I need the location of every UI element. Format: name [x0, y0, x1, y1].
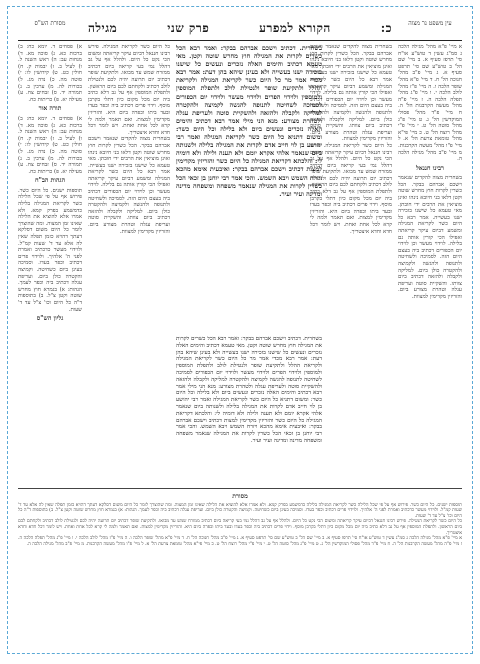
rashi-text-continued: כל היום כשר לקריאת המגילה. פירש רבינו חננאל דביום עיקר קריאתה ומשום הכי נקט כל היום. ולהלל אף על גב דהלל נמי בעי קריאה ביום דכתיב ממזרח שמש עד מבואו. ולתקיעת שופר דכתיב יום תרועה יהיה לכם ולנטילת לולב דכתיב ולקחתם לכם ביום הראשון. ולתפלת המוספין אף על גב דלא כתיב ביה יום מכל מקום כיון דתלי בקרבן מוסף. וידוי פרים דכתיב ביה וכפר בעדו ובעד ביתו וכפרה ביום היא. והזריזין מקדימין למצות. ואם תאמר ולמה לי קרא לכל אחת ואחת. ויש לומר דכל חדא וחדא איצטריך.	[310, 142, 392, 235]
ein-mishpat-label: עין משפט נר מצוה	[408, 20, 452, 27]
torah-or-text: א) פסחים ד. יומא כח: ב) ברכות כא. ג) סוכה מא. ד) מנחות עב: ה) ראש השנה ל. ו) לעיל ב. ז) יבמות ק. ח) חולין כט. ט) קידושין לו: י) סוטה מה. כ) נדה מג. ל) בכורות לה. מ) ערכין ב. נ) תמורה יד. ס) זבחים צח. ע) מעילה יא. פ) כריתות כח.	[18, 115, 82, 175]
rashi-text: בשחרית מצוה להקדים שנאמר וישכם אברהם בבקר. הכל כשרין לקרות חוץ מחרש שוטה וקטן דלאו בני חיובא נינהו ואינן מוציאין את הרבים ידי חובתן. מאי טעמא כל שישנו בזכירה ישנו בעשייה. אמר רבא כל היום כשר לקריאת המגילה ומשמע דביום עיקר קריאתה ואפילו הכי קורין אותה גם בלילה. לוידוי מעשר וכן לוידוי יום הכפורים דכתיב ביה בעצם היום הזה. לסמיכה ולשחיטה ולתנופה ולהגשה ולקמיצה ולהקטרה כולן ביום. למליקה ולקבלה ולהזאה דכתיב ביום צוותו. והשקיית סוטה ועריפת עגלה וטהרת מצורע ביום. והזריזין מקדימין למצוות.	[310, 44, 392, 143]
bottom-commentary	[18, 488, 462, 646]
torah-or-heading: תורה אור	[38, 105, 62, 113]
chapter-label: פרק שני	[167, 21, 210, 35]
gemara-continued-text: בשחרית. דכתיב וישכם אברהם בבקר: ואמר רבא הכל כשרים לקרות את המגילה חוץ מחרש שוטה וקטן. מאי טעמא דכתיב והימים האלה נזכרים ונעשים כל שישנו בזכירה ישנו בעשייה ולא בעינן שיהא בהן דעת: אמר רבא מכדי אמר מר כל היום כשר לקריאת המגילה ולקריאת ההלל ולתקיעת שופר ולנטילת לולב ולתפלת המוספין ולמוספין ולוידוי הפרים ולוידוי מעשר ולוידוי יום הכפורים לסמיכה לשחיטה לתנופה להגשה לקמיצה ולהקטרה למליקה ולקבלה ולהזאה ולהשקיית סוטה ולעריפת עגלה ולטהרת מצורע: מנא הני מילי אמר רבא דכתיב והימים האלה נזכרים ונעשים ביום ולא בלילה וכל היום כשר: ומשום דתניא כל היום כשר לקריאת המגילה ואמר רבי יהושע בן לוי חייב אדם לקרות את המגילה בלילה ולשנותה ביום שנאמר אלהי אקרא יומם ולא תענה ולילה ולא דומיה לי: והלכתא דקריאת המגילה כל היום כשר והזריזין מקדימין למצות דכתיב וישכם אברהם בבקר: ואיבעית אימא מהכא ויזרח השמש ויבא השמש. והכי אמר רבי יוחנן בן זכאי הכל כשרין לקרות את המגילה שנאמר משפחה ומשפחה מדינה ומדינה ועיר ועיר.	[176, 336, 322, 444]
chapter-title: הקורא למפרע	[259, 21, 331, 35]
page-header	[18, 18, 462, 41]
tosafot-column	[88, 44, 170, 484]
masoret-label: מסורת הש"ס	[34, 20, 66, 27]
gemara-continued	[176, 336, 322, 484]
chananel-text: בשחרית מצוה להקדים שנאמר וישכם אברהם בבקר. הכל כשרין לקרות חוץ מחרש שוטה וקטן דלאו בני חיובא נינהו ואינן מוציאין את הרבים ידי חובתן. מאי טעמא כל שישנו בזכירה ישנו בעשייה. אמר רבא כל היום כשר לקריאת המגילה ומשמע דביום עיקר קריאתה ואפילו הכי קורין אותה גם בלילה. לוידוי מעשר וכן לוידוי יום הכפורים דכתיב ביה בעצם היום הזה. לסמיכה ולשחיטה ולתנופה ולהגשה ולקמיצה ולהקטרה כולן ביום. למליקה ולקבלה ולהזאה דכתיב ביום צוותו. והשקיית סוטה ועריפת עגלה וטהרת מצורע ביום. והזריזין מקדימין למצוות.	[398, 175, 462, 300]
bottom-text-2: כל היום כשר לקריאת המגילה. פירש רבינו חננאל דביום עיקר קריאתה ומשום הכי נקט כל היום. ולהלל אף על גב דהלל נמי בעי קריאה ביום דכתיב ממזרח שמש עד מבואו. ולתקיעת שופר דכתיב יום תרועה יהיה לכם ולנטילת לולב דכתיב ולקחתם לכם ביום הראשון. ולתפלת המוספין אף על גב דלא כתיב ביה יום מכל מקום כיון דתלי בקרבן מוסף. וידוי פרים דכתיב ביה וכפר בעדו ובעד ביתו וכפרה ביום היא. והזריזין מקדימין למצות. ואם תאמר ולמה לי קרא לכל אחת ואחת. ויש לומר דכל חדא וחדא איצטריך.	[18, 519, 462, 536]
rabbeinu-chananel-heading: רבינו חננאל	[416, 164, 444, 172]
bottom-text: תוספות ישנים. כל היום כשר. פירוש אף על פי שכל הלילה כשר לקריאת המגילה בלילה כדמשמע בפרק קמא. ולא אמרו אלא להוציא את הלילה שאינו זמן המצוה. ומה שהוצרך לומר כל היום משום דסלקא דעתך דהויא כזמן תפלה שאין לה אלא עד ד' שעות קמ"ל. ולוידוי מעשר כדכתיב ואמרת לפני ה' אלהיך. ולוידוי פרים דכתיב וכפר בעדו. וסמיכה בעינן ביום כשחיטה. וקמיצה והקטרה כולן ביום. ועריפת עגלה דכתיב ביה וכפר לעמך. הגהות: א) בגמרא חוץ מחרש שוטה וקטן צ"ל. ב) בתוספות ד"ה כל היום וכו' צ"ל עד ד' שעות.	[18, 502, 462, 519]
gemara-body: בשחרית. דכתיב וישכם אברהם בבקר: ואמר רבא הכל כשרים לקרות את המגילה חוץ מחרש שוטה וקטן. מאי טעמא דכתיב והימים האלה נזכרים ונעשים כל שישנו בזכירה ישנו בעשייה ולא בעינן שיהא בהן דעת: אמר רבא מכדי אמר מר כל היום כשר לקריאת המגילה ולקריאת ההלל ולתקיעת שופר ולנטילת לולב ולתפלת המוספין ולמוספין ולוידוי הפרים ולוידוי מעשר ולוידוי יום הכפורים לסמיכה לשחיטה לתנופה להגשה לקמיצה ולהקטרה למליקה ולקבלה ולהזאה ולהשקיית סוטה ולעריפת עגלה ולטהרת מצורע: מנא הני מילי אמר רבא דכתיב והימים האלה נזכרים ונעשים ביום ולא בלילה וכל היום כשר: ומשום דתניא כל היום כשר לקריאת המגילה ואמר רבי יהושע בן לוי חייב אדם לקרות את המגילה בלילה ולשנותה ביום שנאמר אלהי אקרא יומם ולא תענה ולילה ולא דומיה לי: והלכתא דקריאת המגילה כל היום כשר והזריזין מקדימין למצות דכתיב וישכם אברהם בבקר: ואיבעית אימא מהכא ויזרח השמש ויבא השמש. והכי אמר רבי יוחנן בן זכאי הכל כשרין לקרות את המגילה שנאמר משפחה ומשפחה מדינה ומדינה ועיר ועיר.	[176, 44, 322, 198]
page-number: כ:	[380, 21, 392, 35]
bottom-text-3: א מיי' פ"א מהל' מגילה הלכה ג סמ"ג עשין ד טוש"ע או"ח סי' תרפז סעיף א. ב מיי' שם הל' ב טוש"ע שם סי' תרפט סעיף א. ג מיי' פ"ב מהל' חנוכה הל' ח. ד מיי' פ"א מהל' שופר הלכה ו. ה מיי' פ"ז מהל' לולב הלכה י. ו מיי' פ"ג מהל' תפלה הלכה ה. ז מיי' פ"ה מהל' מעשה הקרבנות הל' ה. ח מיי' פ"ד מהל' פסולי המוקדשין הל' ג. ט מיי' פ"ג מהל' סוטה הל' ט. י מיי' פ"י מהל' רוצח הל' ט. כ מיי' פי"א מהל' טומאת צרעת הל' א. ל מיי' פ"ו מהל' מעשה הקרבנות. מ מיי' פ"ב מהל' מגילה הלכה ה.	[18, 536, 462, 547]
rashi-column	[310, 44, 392, 484]
hagahot-heading: הגהות הב"ח	[34, 177, 66, 185]
hagahot-text: תוספות ישנים. כל היום כשר. פירוש אף על פי שכל הלילה כשר לקריאת המגילה בלילה כדמשמע בפרק קמא. ולא אמרו אלא להוציא את הלילה שאינו זמן המצוה. ומה שהוצרך לומר כל היום משום דסלקא דעתך דהויא כזמן תפלה שאין לה אלא עד ד' שעות קמ"ל. ולוידוי מעשר כדכתיב ואמרת לפני ה' אלהיך. ולוידוי פרים דכתיב וכפר בעדו. וסמיכה בעינן ביום כשחיטה. וקמיצה והקטרה כולן ביום. ועריפת עגלה דכתיב ביה וכפר לעמך. הגהות: א) בגמרא חוץ מחרש שוטה וקטן צ"ל. ב) בתוספות ד"ה כל היום וכו' צ"ל עד ד' שעות.	[18, 187, 82, 313]
header-center	[88, 21, 392, 36]
ein-mishpat-text: א מיי' פ"א מהל' מגילה הלכה ג סמ"ג עשין ד טוש"ע או"ח סי' תרפז סעיף א. ב מיי' שם הל' ב טוש"ע שם סי' תרפט סעיף א. ג מיי' פ"ב מהל' חנוכה הל' ח. ד מיי' פ"א מהל' שופר הלכה ו. ה מיי' פ"ז מהל' לולב הלכה י. ו מיי' פ"ג מהל' תפלה הלכה ה. ז מיי' פ"ה מהל' מעשה הקרבנות הל' ה. ח מיי' פ"ד מהל' פסולי המוקדשין הל' ג. ט מיי' פ"ג מהל' סוטה הל' ט. י מיי' פ"י מהל' רוצח הל' ט. כ מיי' פי"א מהל' טומאת צרעת הל' א. ל מיי' פ"ו מהל' מעשה הקרבנות. מ מיי' פ"ב מהל' מגילה הלכה ה.	[398, 44, 462, 163]
tosafot-text-continued: בשחרית מצוה להקדים שנאמר וישכם אברהם בבקר. הכל כשרין לקרות חוץ מחרש שוטה וקטן דלאו בני חיובא נינהו ואינן מוציאין את הרבים ידי חובתן. מאי טעמא כל שישנו בזכירה ישנו בעשייה. אמר רבא כל היום כשר לקריאת המגילה ומשמע דביום עיקר קריאתה ואפילו הכי קורין אותה גם בלילה. לוידוי מעשר וכן לוידוי יום הכפורים דכתיב ביה בעצם היום הזה. לסמיכה ולשחיטה ולתנופה ולהגשה ולקמיצה ולהקטרה כולן ביום. למליקה ולקבלה ולהזאה דכתיב ביום צוותו. והשקיית סוטה ועריפת עגלה וטהרת מצורע ביום. והזריזין מקדימין למצוות.	[88, 136, 170, 235]
masoret-text: א) פסחים ד. יומא כח: ב) ברכות כא. ג) סוכה מא. ד) מנחות עב: ה) ראש השנה ל. ו) לעיל ב. ז) יבמות ק. ח) חולין כט. ט) קידושין לו: י) סוטה מה. כ) נדה מג. ל) בכורות לה. מ) ערכין ב. נ) תמורה יד. ס) זבחים צח. ע) מעילה יא. פ) כריתות כח.	[18, 44, 82, 103]
gilyon-heading: גליון הש"ס	[36, 315, 64, 323]
gemara-text	[176, 44, 322, 332]
talmud-page	[18, 18, 462, 646]
masoret-column	[18, 44, 82, 484]
tosafot-text: כל היום כשר לקריאת המגילה. פירש רבינו חננאל דביום עיקר קריאתה ומשום הכי נקט כל היום. ולהלל אף על גב דהלל נמי בעי קריאה ביום דכתיב ממזרח שמש עד מבואו. ולתקיעת שופר דכתיב יום תרועה יהיה לכם ולנטילת לולב דכתיב ולקחתם לכם ביום הראשון. ולתפלת המוספין אף על גב דלא כתיב ביה יום מכל מקום כיון דתלי בקרבן מוסף. וידוי פרים דכתיב ביה וכפר בעדו ובעד ביתו וכפרה ביום היא. והזריזין מקדימין למצות. ואם תאמר ולמה לי קרא לכל אחת ואחת. ויש לומר דכל חדא וחדא איצטריך.	[88, 44, 170, 136]
ein-mishpat-column	[398, 44, 462, 484]
bottom-heading: מסורת	[232, 493, 248, 500]
tractate-name: מגילה	[88, 21, 118, 35]
